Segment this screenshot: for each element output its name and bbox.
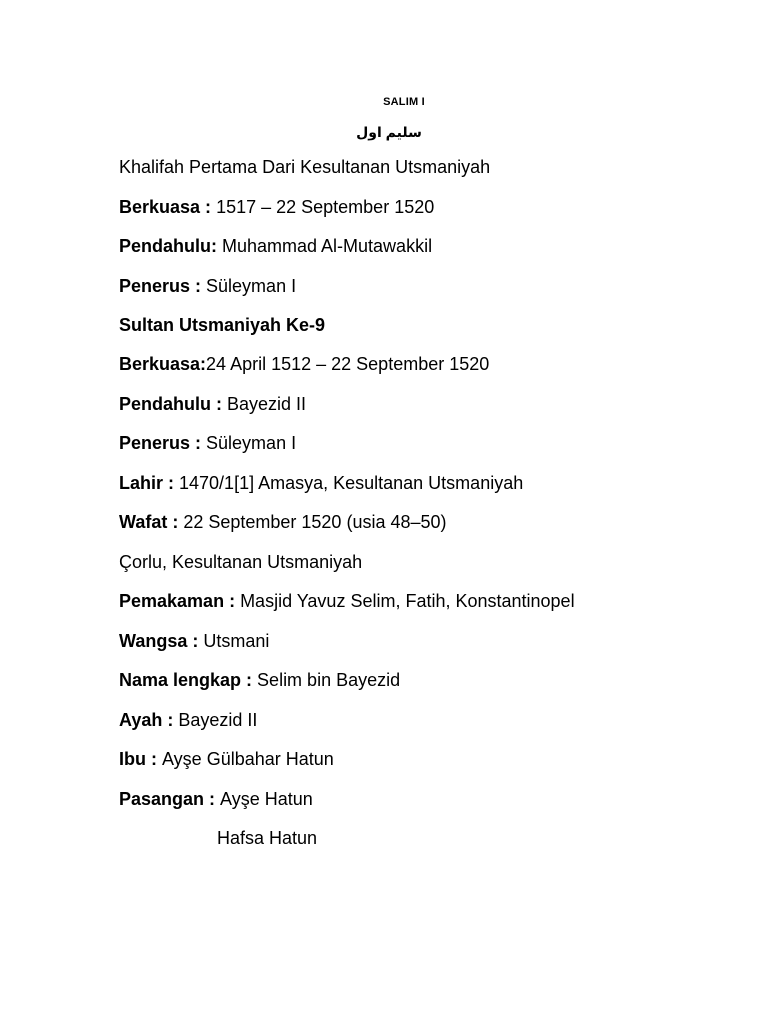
row-berkuasa-1 xyxy=(119,196,434,218)
row-label: Berkuasa: xyxy=(119,354,207,374)
row-pemakaman xyxy=(119,590,575,612)
row-label: Ayah : xyxy=(119,710,179,730)
row-value: Hafsa Hatun xyxy=(217,828,318,848)
row-ibu xyxy=(119,748,334,770)
row-value: Selim bin Bayezid xyxy=(257,670,401,690)
row-value: Çorlu, Kesultanan Utsmaniyah xyxy=(119,552,363,572)
row-label: Ibu : xyxy=(119,749,162,769)
row-wafat-place xyxy=(119,551,362,573)
row-penerus-1 xyxy=(119,275,296,297)
row-label: Wafat : xyxy=(119,512,184,532)
row-penerus-2 xyxy=(119,432,296,454)
row-value: Süleyman I xyxy=(206,276,297,296)
row-label: Pendahulu : xyxy=(119,394,227,414)
row-ayah xyxy=(119,709,257,731)
row-label: Lahir : xyxy=(119,473,180,493)
row-label: Berkuasa : xyxy=(119,197,217,217)
row-pendahulu-2 xyxy=(119,393,306,415)
row-value: Bayezid II xyxy=(227,394,307,414)
subtitle-line: Khalifah Pertama Dari Kesultanan Utsmaniyah xyxy=(119,157,491,177)
row-wafat xyxy=(119,511,447,533)
arabic-title: سليم اول xyxy=(356,124,422,140)
row-value: 1470/1[1] Amasya, Kesultanan Utsmaniyah xyxy=(179,473,524,493)
row-value: Utsmani xyxy=(203,631,270,651)
row-label: Penerus : xyxy=(119,433,207,453)
row-lahir xyxy=(119,472,523,494)
row-value: Muhammad Al-Mutawakkil xyxy=(222,236,433,256)
row-label: Pasangan : xyxy=(119,789,221,809)
row-label: Nama lengkap : xyxy=(119,670,258,690)
row-value: 24 April 1512 – 22 September 1520 xyxy=(206,354,490,374)
row-value: Ayşe Gülbahar Hatun xyxy=(162,749,334,769)
row-pasangan xyxy=(119,788,313,810)
row-label: Penerus : xyxy=(119,276,207,296)
row-sultan-heading xyxy=(119,314,325,336)
row-pendahulu-1 xyxy=(119,235,432,257)
row-label: Wangsa : xyxy=(119,631,204,651)
row-berkuasa-2 xyxy=(119,353,489,375)
row-value: 22 September 1520 (usia 48–50) xyxy=(183,512,447,532)
row-label: Pendahulu: xyxy=(119,236,222,256)
row-value: 1517 – 22 September 1520 xyxy=(216,197,435,217)
row-value: Bayezid II xyxy=(178,710,258,730)
row-value: Masjid Yavuz Selim, Fatih, Konstantinopel xyxy=(240,591,575,611)
row-value: Ayşe Hatun xyxy=(220,789,313,809)
row-value: Süleyman I xyxy=(206,433,297,453)
row-pasangan-2 xyxy=(217,827,317,849)
row-nama-lengkap xyxy=(119,669,400,691)
document-title: SALIM I xyxy=(383,96,425,108)
row-label: Pemakaman : xyxy=(119,591,241,611)
row-label: Sultan Utsmaniyah Ke-9 xyxy=(119,315,326,335)
row-wangsa xyxy=(119,630,269,652)
